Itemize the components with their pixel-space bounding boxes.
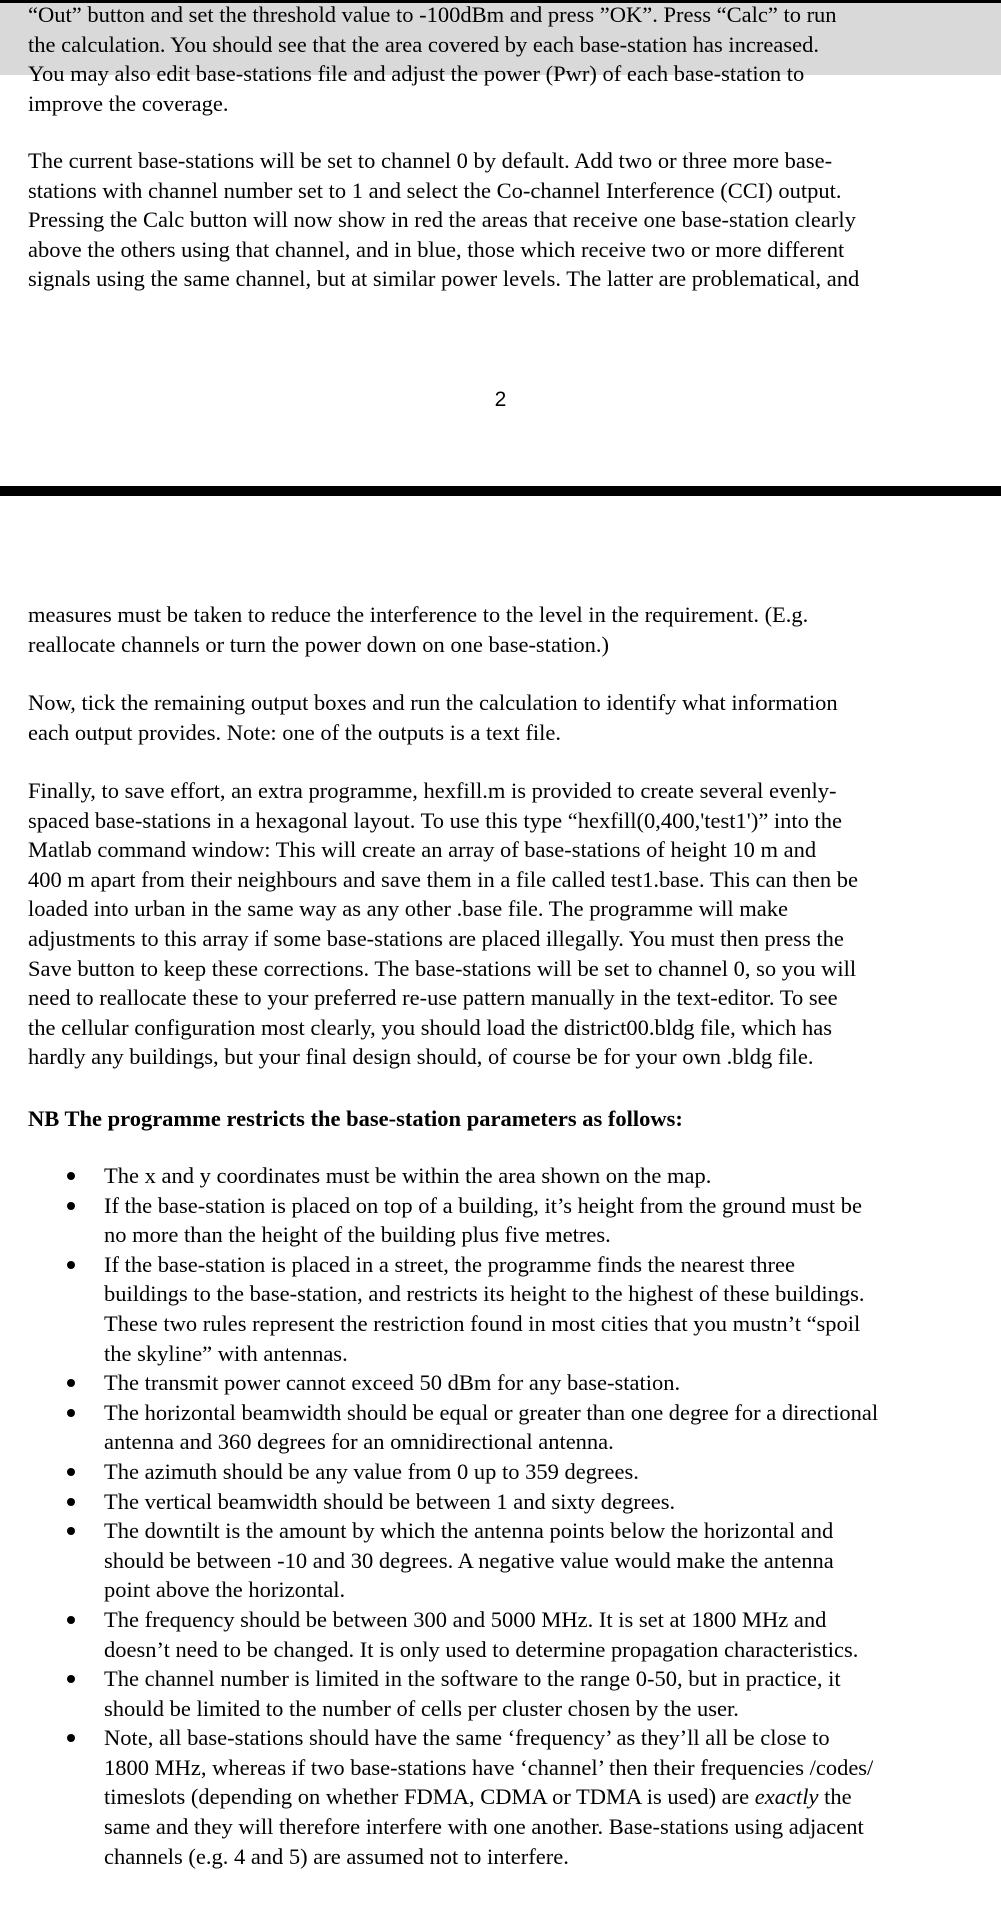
page-number: 2 (494, 388, 507, 411)
list-item: The transmit power cannot exceed 50 dBm for any base-station. (0, 1368, 1001, 1398)
bullet-icon (67, 1675, 75, 1683)
bullet-icon (67, 1468, 75, 1476)
nb-heading: NB The programme restricts the base-station parameters as follows: (28, 1106, 683, 1131)
paragraph-finally: Finally, to save effort, an extra programme, hexfill.m is provided to create several evenly- spaced base-stations in a hexagonal layout. To use this type “hexfill(0,400,'test1')” into the Matlab command window: This will create an array of base-stations of height 10 m and 400 m apart from their neighbours and save them in a file called test1.base. This can then be loaded into urban in the same way as any other .base file. The programme will make adjustments to this array if some base-stations are placed illegally. You must then press the Save button to keep these corrections. The base-stations will be set to channel 0, so you will need to reallocate these to your preferred re-use pattern manually in the text-editor. To see the cellular configuration most clearly, you should load the district00.bldg file, which has hardly any buildings, but your final design should, of course be for your own .bldg file. (28, 778, 858, 1070)
bullet-icon (67, 1261, 75, 1269)
list-item: The x and y coordinates must be within the area shown on the map. (0, 1161, 1001, 1191)
list-item: The channel number is limited in the software to the range 0-50, but in practice, it should be limited to the number of cells per cluster chosen by the user. (0, 1664, 1001, 1723)
bullet-icon (67, 1379, 75, 1387)
page-break (0, 486, 1001, 496)
bullet-icon (67, 1172, 75, 1180)
bullet-icon (67, 1409, 75, 1417)
bullet-icon (67, 1734, 75, 1742)
paragraph-top: “Out” button and set the threshold value to -100dBm and press ”OK”. Press “Calc” to run the calculation. You should see that the area covered by each base-station has increased. You may also edit base-stations file and adjust the power (Pwr) of each base-station to improve the coverage. (28, 2, 837, 116)
emphasis: exactly (754, 1784, 819, 1810)
restrictions-list (0, 1161, 1001, 1871)
list-item: If the base-station is placed on top of a building, it’s height from the ground must be no more than the height of the building plus five metres. (0, 1191, 1001, 1250)
paragraph-channel: The current base-stations will be set to channel 0 by default. Add two or three more base- stations with channel number set to 1 and select the Co-channel Interference (CCI) output. Pressing the Calc button will now show in red the areas that receive one base-station clearly above the others using that channel, and in blue, those which receive two or more different signals using the same channel, but at similar power levels. The latter are problematical, and (28, 148, 860, 292)
list-item: The vertical beamwidth should be between 1 and sixty degrees. (0, 1487, 1001, 1517)
bullet-icon (67, 1616, 75, 1624)
list-item: The frequency should be between 300 and 5000 MHz. It is set at 1800 MHz and doesn’t need to be changed. It is only used to determine propagation characteristics. (0, 1605, 1001, 1664)
list-item: The downtilt is the amount by which the antenna points below the horizontal and should be between -10 and 30 degrees. A negative value would make the antenna point above the horizontal. (0, 1516, 1001, 1605)
bullet-icon (67, 1202, 75, 1210)
list-item: The azimuth should be any value from 0 up to 359 degrees. (0, 1457, 1001, 1487)
mixed-line: timeslots (depending on whether FDMA, CDMA or TDMA is used) are exactly the (104, 1784, 852, 1810)
bullet-icon (67, 1527, 75, 1535)
list-item: If the base-station is placed in a street, the programme finds the nearest three buildings to the base-station, and restricts its height to the highest of these buildings. These two rules represent the restriction found in most cities that you mustn’t “spoil the skyline” with antennas. (0, 1250, 1001, 1368)
list-item: The horizontal beamwidth should be equal or greater than one degree for a directional antenna and 360 degrees for an omnidirectional antenna. (0, 1398, 1001, 1457)
list-item: Note, all base-stations should have the same ‘frequency’ as they’ll all be close to 1800 MHz, whereas if two base-stations have ‘channel’ then their frequencies /codes/ timeslots (depending on whether FDMA, CDMA or TDMA is used) are exactly the same and they will therefore interfere with one another. Base-stations using adjacent channels (e.g. 4 and 5) are assumed not to interfere. (0, 1723, 1001, 1871)
paragraph-measures: measures must be taken to reduce the interference to the level in the requirement. (E.g. reallocate channels or turn the power down on one base-station.) (28, 602, 809, 657)
bullet-icon (67, 1498, 75, 1506)
paragraph-now: Now, tick the remaining output boxes and run the calculation to identify what information each output provides. Note: one of the outputs is a text file. (28, 690, 838, 745)
